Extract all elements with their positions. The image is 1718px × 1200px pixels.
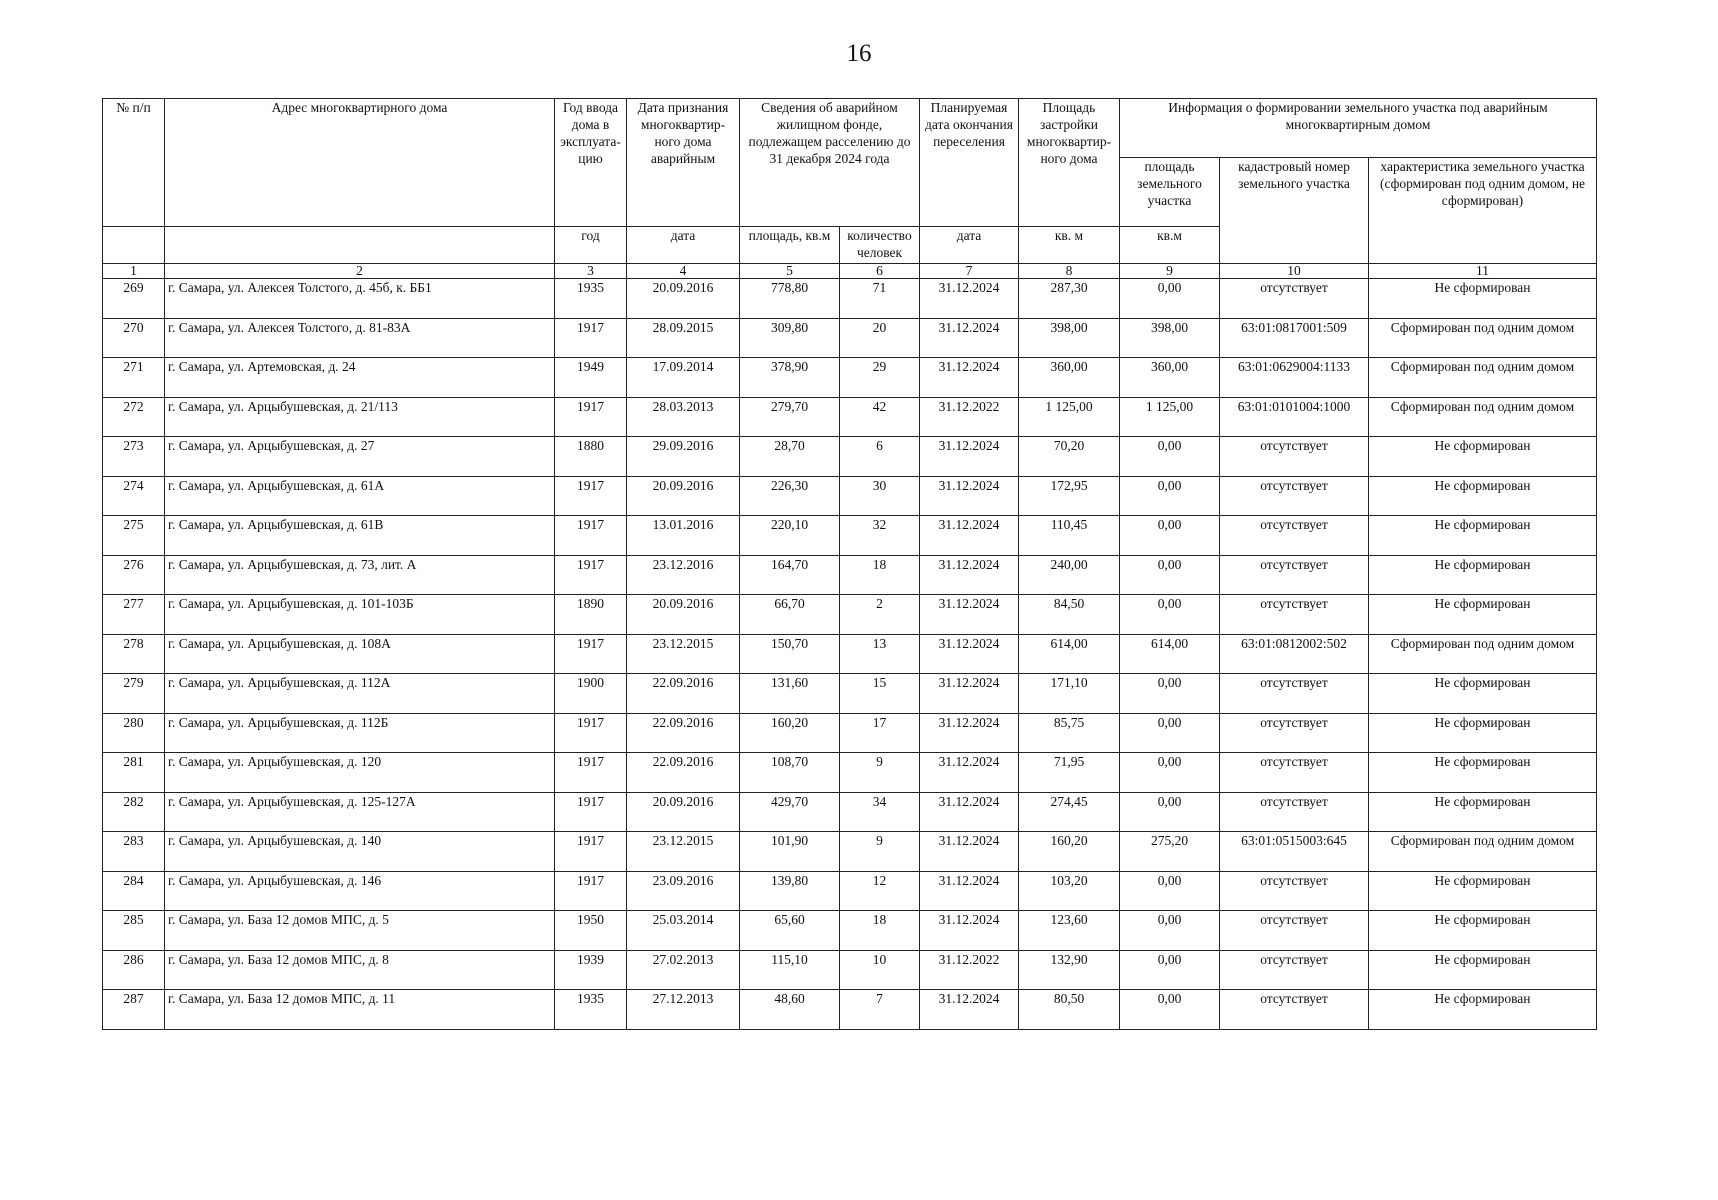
fund-area-cell: 108,70 [740, 753, 840, 793]
land-area-cell: 398,00 [1120, 318, 1220, 358]
land-status-cell: Не сформирован [1369, 713, 1597, 753]
recognition-date-cell: 22.09.2016 [627, 713, 740, 753]
row-number-cell: 282 [103, 792, 165, 832]
emergency-housing-table [102, 98, 1597, 1030]
building-area-cell: 123,60 [1019, 911, 1120, 951]
cadastral-number-cell: отсутствует [1220, 990, 1369, 1030]
land-status-cell: Не сформирован [1369, 990, 1597, 1030]
column-number: 10 [1220, 264, 1369, 279]
building-area-cell: 287,30 [1019, 279, 1120, 319]
cadastral-number-cell: отсутствует [1220, 792, 1369, 832]
column-number: 2 [165, 264, 555, 279]
land-area-cell: 0,00 [1120, 792, 1220, 832]
cadastral-number-cell: 63:01:0817001:509 [1220, 318, 1369, 358]
row-number-cell: 273 [103, 437, 165, 477]
planned-date-cell: 31.12.2024 [920, 713, 1019, 753]
cadastral-number-cell: отсутствует [1220, 753, 1369, 793]
building-area-cell: 172,95 [1019, 476, 1120, 516]
building-area-cell: 274,45 [1019, 792, 1120, 832]
land-status-cell: Не сформирован [1369, 279, 1597, 319]
planned-date-cell: 31.12.2024 [920, 595, 1019, 635]
land-status-cell: Не сформирован [1369, 674, 1597, 714]
table-row [103, 950, 1597, 990]
land-status-cell: Не сформирован [1369, 950, 1597, 990]
header-recognition-date: Дата признания многоквартир-ного дома аварийным [627, 99, 740, 227]
address-cell: г. Самара, ул. Алексея Толстого, д. 45б, к. ББ1 [165, 279, 555, 319]
recognition-date-cell: 13.01.2016 [627, 516, 740, 556]
land-area-cell: 360,00 [1120, 358, 1220, 398]
header-address: Адрес многоквартирного дома [165, 99, 555, 227]
planned-date-cell: 31.12.2024 [920, 476, 1019, 516]
header-emergency-fund: Сведения об аварийном жилищном фонде, подлежащем расселению до 31 декабря 2024 года [740, 99, 920, 227]
recognition-date-cell: 27.12.2013 [627, 990, 740, 1030]
column-number: 11 [1369, 264, 1597, 279]
table-row [103, 318, 1597, 358]
land-status-cell: Не сформирован [1369, 871, 1597, 911]
recognition-date-cell: 23.09.2016 [627, 871, 740, 911]
year-cell: 1900 [555, 674, 627, 714]
year-cell: 1917 [555, 318, 627, 358]
address-cell: г. Самара, ул. Арцыбушевская, д. 112А [165, 674, 555, 714]
planned-date-cell: 31.12.2022 [920, 397, 1019, 437]
people-count-cell: 12 [840, 871, 920, 911]
recognition-date-cell: 23.12.2015 [627, 634, 740, 674]
address-cell: г. Самара, ул. Арцыбушевская, д. 112Б [165, 713, 555, 753]
land-area-cell: 0,00 [1120, 437, 1220, 477]
table-row [103, 279, 1597, 319]
address-cell: г. Самара, ул. Арцыбушевская, д. 108А [165, 634, 555, 674]
building-area-cell: 1 125,00 [1019, 397, 1120, 437]
recognition-date-cell: 27.02.2013 [627, 950, 740, 990]
year-cell: 1917 [555, 516, 627, 556]
people-count-cell: 17 [840, 713, 920, 753]
column-number: 9 [1120, 264, 1220, 279]
column-number: 8 [1019, 264, 1120, 279]
table-row [103, 516, 1597, 556]
people-count-cell: 29 [840, 358, 920, 398]
header-year: Год ввода дома в эксплуата-цию [555, 99, 627, 227]
cadastral-number-cell: отсутствует [1220, 674, 1369, 714]
building-area-cell: 160,20 [1019, 832, 1120, 872]
land-status-cell: Сформирован под одним домом [1369, 832, 1597, 872]
land-status-cell: Не сформирован [1369, 753, 1597, 793]
cadastral-number-cell: отсутствует [1220, 595, 1369, 635]
year-cell: 1935 [555, 279, 627, 319]
land-status-cell: Не сформирован [1369, 595, 1597, 635]
address-cell: г. Самара, ул. Арцыбушевская, д. 27 [165, 437, 555, 477]
land-area-cell: 614,00 [1120, 634, 1220, 674]
fund-area-cell: 164,70 [740, 555, 840, 595]
recognition-date-cell: 20.09.2016 [627, 792, 740, 832]
table-row [103, 832, 1597, 872]
people-count-cell: 71 [840, 279, 920, 319]
cadastral-number-cell: отсутствует [1220, 713, 1369, 753]
header-land-info: Информация о формировании земельного участка под аварийным многоквартирным домом [1120, 99, 1597, 158]
recognition-date-cell: 25.03.2014 [627, 911, 740, 951]
planned-date-cell: 31.12.2024 [920, 792, 1019, 832]
recognition-date-cell: 28.09.2015 [627, 318, 740, 358]
address-cell: г. Самара, ул. База 12 домов МПС, д. 8 [165, 950, 555, 990]
planned-date-cell: 31.12.2024 [920, 753, 1019, 793]
land-status-cell: Не сформирован [1369, 437, 1597, 477]
table-row [103, 437, 1597, 477]
cadastral-number-cell: отсутствует [1220, 437, 1369, 477]
fund-area-cell: 226,30 [740, 476, 840, 516]
column-number: 1 [103, 264, 165, 279]
fund-area-cell: 778,80 [740, 279, 840, 319]
row-number-cell: 272 [103, 397, 165, 437]
land-area-cell: 0,00 [1120, 595, 1220, 635]
year-cell: 1917 [555, 871, 627, 911]
land-status-cell: Сформирован под одним домом [1369, 318, 1597, 358]
cadastral-number-cell: отсутствует [1220, 516, 1369, 556]
planned-date-cell: 31.12.2024 [920, 555, 1019, 595]
fund-area-cell: 279,70 [740, 397, 840, 437]
address-cell: г. Самара, ул. База 12 домов МПС, д. 5 [165, 911, 555, 951]
row-number-cell: 284 [103, 871, 165, 911]
building-area-cell: 132,90 [1019, 950, 1120, 990]
planned-date-cell: 31.12.2024 [920, 358, 1019, 398]
land-status-cell: Сформирован под одним домом [1369, 397, 1597, 437]
land-area-cell: 0,00 [1120, 516, 1220, 556]
land-area-cell: 0,00 [1120, 713, 1220, 753]
building-area-cell: 171,10 [1019, 674, 1120, 714]
fund-area-cell: 429,70 [740, 792, 840, 832]
fund-area-cell: 28,70 [740, 437, 840, 477]
cadastral-number-cell: 63:01:0515003:645 [1220, 832, 1369, 872]
year-cell: 1917 [555, 397, 627, 437]
address-cell: г. Самара, ул. Арцыбушевская, д. 21/113 [165, 397, 555, 437]
unit-building-area: кв. м [1019, 227, 1120, 264]
cadastral-number-cell: 63:01:0101004:1000 [1220, 397, 1369, 437]
planned-date-cell: 31.12.2024 [920, 832, 1019, 872]
people-count-cell: 32 [840, 516, 920, 556]
cadastral-number-cell: отсутствует [1220, 871, 1369, 911]
row-number-cell: 269 [103, 279, 165, 319]
address-cell: г. Самара, ул. База 12 домов МПС, д. 11 [165, 990, 555, 1030]
fund-area-cell: 65,60 [740, 911, 840, 951]
fund-area-cell: 139,80 [740, 871, 840, 911]
land-area-cell: 0,00 [1120, 950, 1220, 990]
land-status-cell: Не сформирован [1369, 516, 1597, 556]
building-area-cell: 85,75 [1019, 713, 1120, 753]
building-area-cell: 360,00 [1019, 358, 1120, 398]
building-area-cell: 80,50 [1019, 990, 1120, 1030]
header-no: № п/п [103, 99, 165, 227]
building-area-cell: 84,50 [1019, 595, 1120, 635]
planned-date-cell: 31.12.2024 [920, 634, 1019, 674]
year-cell: 1917 [555, 753, 627, 793]
planned-date-cell: 31.12.2022 [920, 950, 1019, 990]
table-row [103, 476, 1597, 516]
address-cell: г. Самара, ул. Арцыбушевская, д. 146 [165, 871, 555, 911]
recognition-date-cell: 22.09.2016 [627, 674, 740, 714]
planned-date-cell: 31.12.2024 [920, 437, 1019, 477]
building-area-cell: 614,00 [1019, 634, 1120, 674]
address-cell: г. Самара, ул. Арцыбушевская, д. 101-103Б [165, 595, 555, 635]
address-cell: г. Самара, ул. Арцыбушевская, д. 61В [165, 516, 555, 556]
row-number-cell: 285 [103, 911, 165, 951]
row-number-cell: 286 [103, 950, 165, 990]
unit-land-area: кв.м [1120, 227, 1220, 264]
table-row [103, 674, 1597, 714]
planned-date-cell: 31.12.2024 [920, 871, 1019, 911]
recognition-date-cell: 20.09.2016 [627, 279, 740, 319]
people-count-cell: 10 [840, 950, 920, 990]
people-count-cell: 9 [840, 832, 920, 872]
fund-area-cell: 160,20 [740, 713, 840, 753]
table-row [103, 911, 1597, 951]
building-area-cell: 240,00 [1019, 555, 1120, 595]
people-count-cell: 34 [840, 792, 920, 832]
building-area-cell: 71,95 [1019, 753, 1120, 793]
land-area-cell: 0,00 [1120, 476, 1220, 516]
land-area-cell: 0,00 [1120, 555, 1220, 595]
year-cell: 1950 [555, 911, 627, 951]
land-area-cell: 0,00 [1120, 911, 1220, 951]
land-status-cell: Сформирован под одним домом [1369, 358, 1597, 398]
row-number-cell: 278 [103, 634, 165, 674]
land-area-cell: 0,00 [1120, 871, 1220, 911]
fund-area-cell: 220,10 [740, 516, 840, 556]
cadastral-number-cell: отсутствует [1220, 279, 1369, 319]
recognition-date-cell: 17.09.2014 [627, 358, 740, 398]
people-count-cell: 9 [840, 753, 920, 793]
land-status-cell: Не сформирован [1369, 555, 1597, 595]
row-number-cell: 274 [103, 476, 165, 516]
year-cell: 1890 [555, 595, 627, 635]
table-row [103, 634, 1597, 674]
column-number: 3 [555, 264, 627, 279]
fund-area-cell: 66,70 [740, 595, 840, 635]
people-count-cell: 20 [840, 318, 920, 358]
column-number: 7 [920, 264, 1019, 279]
fund-area-cell: 378,90 [740, 358, 840, 398]
table-row [103, 792, 1597, 832]
cadastral-number-cell: отсутствует [1220, 476, 1369, 516]
people-count-cell: 18 [840, 911, 920, 951]
unit-year: год [555, 227, 627, 264]
recognition-date-cell: 28.03.2013 [627, 397, 740, 437]
row-number-cell: 279 [103, 674, 165, 714]
land-area-cell: 275,20 [1120, 832, 1220, 872]
unit-date: дата [627, 227, 740, 264]
fund-area-cell: 48,60 [740, 990, 840, 1030]
land-area-cell: 0,00 [1120, 990, 1220, 1030]
table-row [103, 753, 1597, 793]
row-number-cell: 280 [103, 713, 165, 753]
planned-date-cell: 31.12.2024 [920, 674, 1019, 714]
planned-date-cell: 31.12.2024 [920, 911, 1019, 951]
land-area-cell: 0,00 [1120, 674, 1220, 714]
header-land-char: характеристика земельного участка (сформирован под одним домом, не сформирован) [1369, 158, 1597, 264]
year-cell: 1917 [555, 634, 627, 674]
year-cell: 1949 [555, 358, 627, 398]
address-cell: г. Самара, ул. Алексея Толстого, д. 81-83А [165, 318, 555, 358]
people-count-cell: 2 [840, 595, 920, 635]
header-building-area: Площадь застройки многоквартир-ного дома [1019, 99, 1120, 227]
table-row [103, 990, 1597, 1030]
table-row [103, 555, 1597, 595]
unit-planned: дата [920, 227, 1019, 264]
year-cell: 1917 [555, 713, 627, 753]
recognition-date-cell: 23.12.2015 [627, 832, 740, 872]
building-area-cell: 103,20 [1019, 871, 1120, 911]
address-cell: г. Самара, ул. Арцыбушевская, д. 125-127А [165, 792, 555, 832]
row-number-cell: 271 [103, 358, 165, 398]
year-cell: 1917 [555, 792, 627, 832]
row-number-cell: 277 [103, 595, 165, 635]
building-area-cell: 110,45 [1019, 516, 1120, 556]
cadastral-number-cell: отсутствует [1220, 911, 1369, 951]
header-planned-date: Планируемая дата окончания переселения [920, 99, 1019, 227]
land-area-cell: 0,00 [1120, 279, 1220, 319]
table-row [103, 397, 1597, 437]
planned-date-cell: 31.12.2024 [920, 516, 1019, 556]
fund-area-cell: 115,10 [740, 950, 840, 990]
fund-area-cell: 131,60 [740, 674, 840, 714]
people-count-cell: 6 [840, 437, 920, 477]
column-number: 4 [627, 264, 740, 279]
address-cell: г. Самара, ул. Арцыбушевская, д. 120 [165, 753, 555, 793]
people-count-cell: 42 [840, 397, 920, 437]
planned-date-cell: 31.12.2024 [920, 279, 1019, 319]
table-body [103, 279, 1597, 1030]
unit-no [103, 227, 165, 264]
row-number-cell: 270 [103, 318, 165, 358]
row-number-cell: 275 [103, 516, 165, 556]
address-cell: г. Самара, ул. Артемовская, д. 24 [165, 358, 555, 398]
planned-date-cell: 31.12.2024 [920, 318, 1019, 358]
table-row [103, 358, 1597, 398]
unit-area: площадь, кв.м [740, 227, 840, 264]
building-area-cell: 70,20 [1019, 437, 1120, 477]
row-number-cell: 276 [103, 555, 165, 595]
table-row [103, 871, 1597, 911]
column-number: 5 [740, 264, 840, 279]
header-land-area: площадь земельного участка [1120, 158, 1220, 227]
land-area-cell: 1 125,00 [1120, 397, 1220, 437]
building-area-cell: 398,00 [1019, 318, 1120, 358]
recognition-date-cell: 23.12.2016 [627, 555, 740, 595]
land-status-cell: Не сформирован [1369, 911, 1597, 951]
recognition-date-cell: 29.09.2016 [627, 437, 740, 477]
land-area-cell: 0,00 [1120, 753, 1220, 793]
people-count-cell: 30 [840, 476, 920, 516]
fund-area-cell: 101,90 [740, 832, 840, 872]
year-cell: 1939 [555, 950, 627, 990]
year-cell: 1917 [555, 555, 627, 595]
year-cell: 1917 [555, 476, 627, 516]
address-cell: г. Самара, ул. Арцыбушевская, д. 73, лит. А [165, 555, 555, 595]
table-row [103, 595, 1597, 635]
row-number-cell: 283 [103, 832, 165, 872]
people-count-cell: 7 [840, 990, 920, 1030]
recognition-date-cell: 22.09.2016 [627, 753, 740, 793]
year-cell: 1917 [555, 832, 627, 872]
column-number: 6 [840, 264, 920, 279]
cadastral-number-cell: отсутствует [1220, 555, 1369, 595]
table-row [103, 713, 1597, 753]
row-number-cell: 281 [103, 753, 165, 793]
land-status-cell: Сформирован под одним домом [1369, 634, 1597, 674]
address-cell: г. Самара, ул. Арцыбушевская, д. 61А [165, 476, 555, 516]
year-cell: 1880 [555, 437, 627, 477]
land-status-cell: Не сформирован [1369, 792, 1597, 832]
recognition-date-cell: 20.09.2016 [627, 476, 740, 516]
land-status-cell: Не сформирован [1369, 476, 1597, 516]
people-count-cell: 13 [840, 634, 920, 674]
planned-date-cell: 31.12.2024 [920, 990, 1019, 1030]
row-number-cell: 287 [103, 990, 165, 1030]
cadastral-number-cell: 63:01:0629004:1133 [1220, 358, 1369, 398]
address-cell: г. Самара, ул. Арцыбушевская, д. 140 [165, 832, 555, 872]
fund-area-cell: 309,80 [740, 318, 840, 358]
people-count-cell: 15 [840, 674, 920, 714]
unit-people: количество человек [840, 227, 920, 264]
unit-address [165, 227, 555, 264]
cadastral-number-cell: 63:01:0812002:502 [1220, 634, 1369, 674]
cadastral-number-cell: отсутствует [1220, 950, 1369, 990]
page-number: 16 [846, 40, 872, 67]
year-cell: 1935 [555, 990, 627, 1030]
header-cadastral: кадастровый номер земельного участка [1220, 158, 1369, 264]
people-count-cell: 18 [840, 555, 920, 595]
recognition-date-cell: 20.09.2016 [627, 595, 740, 635]
fund-area-cell: 150,70 [740, 634, 840, 674]
